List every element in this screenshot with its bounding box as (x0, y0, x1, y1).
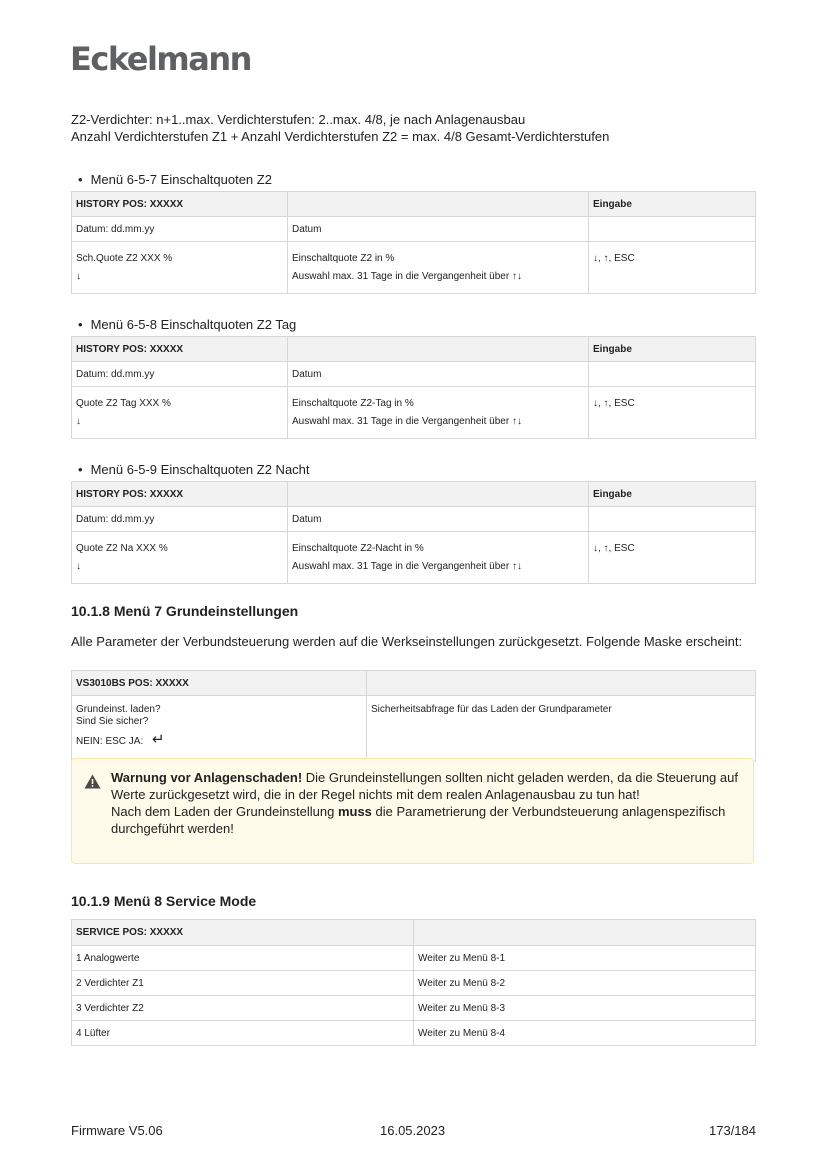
table-row: 3 Verdichter Z2 Weiter zu Menü 8-3 (72, 996, 756, 1021)
table-row: 1 Analogwerte Weiter zu Menü 8-1 (72, 946, 756, 971)
section-7-paragraph: Alle Parameter der Verbundsteuerung werden auf die Werkseinstellungen zurückgesetzt. Folgende Maske erscheint: (71, 634, 743, 649)
menu-bullet-6-5-7: • Menü 6-5-7 Einschaltquoten Z2 (78, 172, 272, 187)
footer-firmware: Firmware V5.06 (71, 1123, 163, 1138)
history-table-z2 (71, 191, 756, 294)
brand-logo: Eckelmann (70, 40, 251, 78)
table-row: Quote Z2 Tag XXX % ↓ Einschaltquote Z2-Tag in % Auswahl max. 31 Tage in die Vergangenheit über ↑↓ ↓, ↑, ESC (72, 387, 756, 439)
table-row: 4 Lüfter Weiter zu Menü 8-4 (72, 1021, 756, 1046)
menu-bullet-6-5-9: • Menü 6-5-9 Einschaltquoten Z2 Nacht (78, 462, 310, 477)
intro-line-2: Anzahl Verdichterstufen Z1 + Anzahl Verdichterstufen Z2 = max. 4/8 Gesamt-Verdichterstufen (71, 129, 610, 144)
table-header: HISTORY POS: XXXXX Eingabe (72, 482, 756, 507)
table-header: HISTORY POS: XXXXX Eingabe (72, 337, 756, 362)
table-header: HISTORY POS: XXXXX Eingabe (72, 192, 756, 217)
footer-page-number: 173/184 (709, 1123, 756, 1138)
warning-text: Warnung vor Anlagenschaden! Die Grundeinstellungen sollten nicht geladen werden, da die Steuerung auf Werte zurückgesetzt wird, die in der Regel nichts mit dem realen Anlagenausbau zu tun hat! Nach dem Laden der Grundeinstellung muss die Parametrierung der Verbundsteuerung anlagenspezifisch durchgeführt werden! (111, 770, 738, 836)
table-row: 2 Verdichter Z1 Weiter zu Menü 8-2 (72, 971, 756, 996)
table-row: Quote Z2 Na XXX % ↓ Einschaltquote Z2-Nacht in % Auswahl max. 31 Tage in die Vergangenheit über ↑↓ ↓, ↑, ESC (72, 532, 756, 584)
warning-icon (84, 774, 101, 789)
section-heading-menu-8: 10.1.9 Menü 8 Service Mode (71, 893, 257, 909)
table-row: Sch.Quote Z2 XXX % ↓ Einschaltquote Z2 in % Auswahl max. 31 Tage in die Vergangenheit über ↑↓ ↓, ↑, ESC (72, 242, 756, 294)
intro-line-1: Z2-Verdichter: n+1..max. Verdichterstufen: 2..max. 4/8, je nach Anlagenausbau (71, 112, 526, 127)
section-heading-menu-7: 10.1.8 Menü 7 Grundeinstellungen (71, 603, 299, 619)
warning-box (71, 758, 754, 864)
intro-text (71, 111, 609, 145)
table-row: Datum: dd.mm.yy Datum (72, 507, 756, 532)
footer-date: 16.05.2023 (380, 1123, 446, 1138)
table-header: VS3010BS POS: XXXXX (72, 671, 756, 696)
enter-key-icon: ↵ (152, 731, 165, 748)
menu-bullet-6-5-8: • Menü 6-5-8 Einschaltquoten Z2 Tag (78, 317, 297, 332)
table-row: Datum: dd.mm.yy Datum (72, 217, 756, 242)
history-table-z2-nacht (71, 481, 756, 584)
table-header: SERVICE POS: XXXXX (72, 920, 756, 946)
table-row: Datum: dd.mm.yy Datum (72, 362, 756, 387)
table-row: Grundeinst. laden? Sind Sie sicher? NEIN: ESC JA: ↵ Sicherheitsabfrage für das Laden der Grundparameter (72, 696, 756, 762)
grundeinstellung-table (71, 670, 756, 762)
service-table (71, 919, 756, 1046)
history-table-z2-tag (71, 336, 756, 439)
